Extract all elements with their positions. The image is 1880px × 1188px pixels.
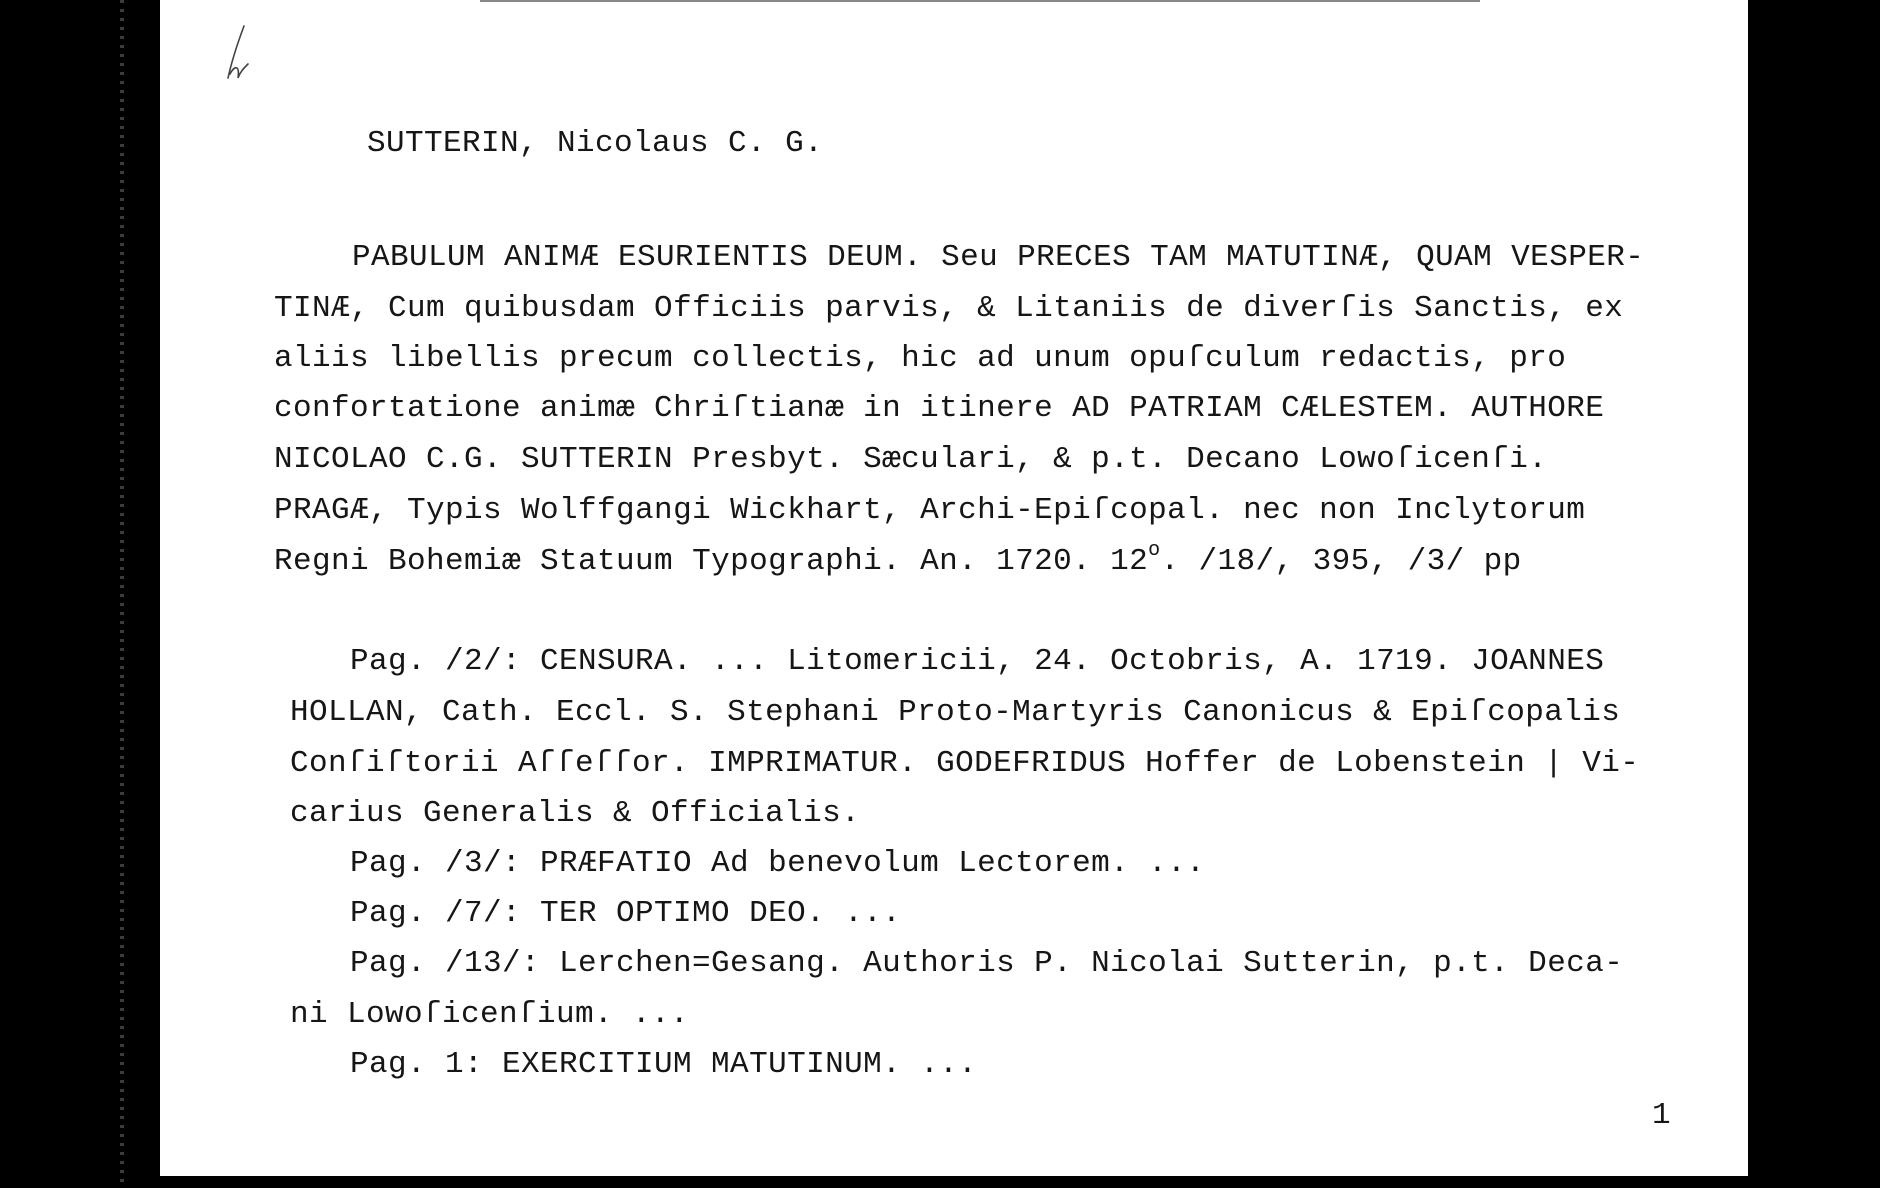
title-line: PRAGÆ, Typis Wolffgangi Wickhart, Archi-Epiſcopal. nec non Inclytorum bbox=[274, 493, 1586, 528]
title-line: NICOLAO C.G. SUTTERIN Presbyt. Sæculari, & p.t. Decano Lowoſicenſi. bbox=[274, 442, 1548, 477]
note-line: carius Generalis & Officialis. bbox=[290, 796, 861, 831]
page-number: 1 bbox=[1652, 1098, 1671, 1133]
catalog-card bbox=[160, 0, 1748, 1176]
note-line: Pag. /13/: Lerchen=Gesang. Authoris P. Nicolai Sutterin, p.t. Deca- bbox=[350, 946, 1624, 981]
note-line: Pag. 1: EXERCITIUM MATUTINUM. ... bbox=[350, 1047, 978, 1082]
title-line: confortatione animæ Chriſtianæ in itinere AD PATRIAM CÆLESTEM. AUTHORE bbox=[274, 391, 1605, 426]
note-line: Pag. /3/: PRÆFATIO Ad benevolum Lectorem. ... bbox=[350, 846, 1206, 881]
imprint-collation: . /18/, 395, /3/ pp bbox=[1160, 544, 1522, 579]
degree-mark: o bbox=[1148, 539, 1161, 562]
note-line: ni Lowoſicenſium. ... bbox=[290, 997, 690, 1032]
handwritten-mark-icon bbox=[216, 22, 256, 94]
title-line: TINÆ, Cum quibusdam Officiis parvis, & Litaniis de diverſis Sanctis, ex bbox=[274, 291, 1624, 326]
note-line: HOLLAN, Cath. Eccl. S. Stephani Proto-Martyris Canonicus & Epiſcopalis bbox=[290, 695, 1621, 730]
author-heading: SUTTERIN, Nicolaus C. G. bbox=[367, 126, 824, 161]
title-line: PABULUM ANIMÆ ESURIENTIS DEUM. Seu PRECES TAM MATUTINÆ, QUAM VESPER- bbox=[352, 240, 1645, 275]
title-line: aliis libellis precum collectis, hic ad unum opuſculum redactis, pro bbox=[274, 341, 1567, 376]
imprint-line bbox=[274, 539, 1522, 580]
note-line: Pag. /7/: TER OPTIMO DEO. ... bbox=[350, 896, 902, 931]
scan-edge-dots bbox=[120, 0, 124, 1188]
note-line: Pag. /2/: CENSURA. ... Litomericii, 24. Octobris, A. 1719. JOANNES bbox=[350, 644, 1605, 679]
imprint-text: Regni Bohemiæ Statuum Typographi. An. 1720. 12 bbox=[274, 544, 1149, 579]
note-line: Conſiſtorii Aſſeſſor. IMPRIMATUR. GODEFRIDUS Hoffer de Lobenstein | Vi- bbox=[290, 746, 1640, 781]
top-edge-rule bbox=[480, 0, 1480, 2]
